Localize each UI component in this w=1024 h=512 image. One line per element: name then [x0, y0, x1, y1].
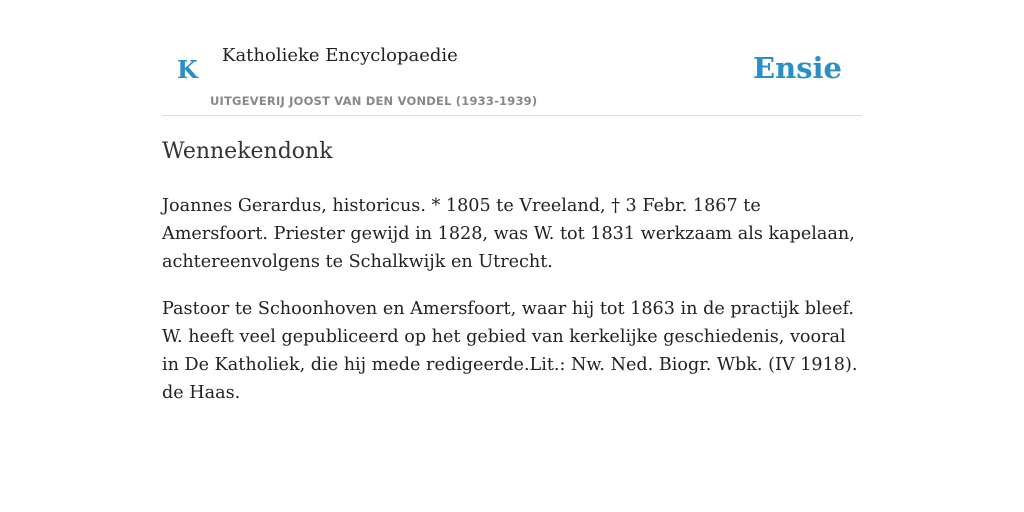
- page: [162, 0, 862, 403]
- encyclopedia-title-link[interactable]: Katholieke Encyclopaedie: [222, 45, 458, 66]
- article-title: Wennekendonk: [162, 139, 333, 164]
- article-paragraph: Pastoor te Schoonhoven en Amersfoort, waar hij tot 1863 in de practijk bleef. W. heeft veel gepubliceerd op het gebied van kerkelijke geschiedenis, vooral in De Katholiek, die hij mede redigeerde.Lit.: Nw. Ned. Biogr. Wbk. (IV 1918). de Haas.: [162, 299, 858, 403]
- ensie-logo-link[interactable]: Ensie: [753, 51, 842, 85]
- header: [162, 0, 862, 116]
- article-body: [162, 192, 862, 426]
- article-paragraph: Joannes Gerardus, historicus. * 1805 te Vreeland, † 3 Febr. 1867 te Amersfoort. Priester gewijd in 1828, was W. tot 1831 werkzaam als kapelaan, achtereenvolgens te Schalkwijk en Utrecht.: [162, 196, 855, 272]
- encyclopedia-logo[interactable]: K: [177, 55, 198, 84]
- publisher-subtitle: UITGEVERIJ JOOST VAN DEN VONDEL (1933-1939): [210, 94, 538, 108]
